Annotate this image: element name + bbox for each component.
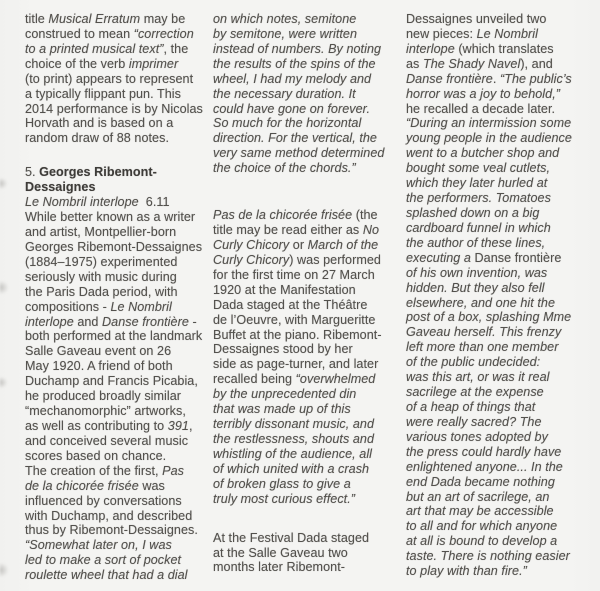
- text-line: scores based on chance.: [25, 448, 167, 463]
- text-line: could have gone on forever.: [213, 101, 371, 116]
- text-column-left: [25, 12, 203, 583]
- text-line: the author of these lines,: [406, 235, 546, 250]
- text-line: sacrilege at the expense: [406, 385, 544, 400]
- text-line: Le Nombril interlope 6.11: [25, 195, 170, 210]
- text-line: thus by Ribemont-Dessaignes.: [25, 523, 198, 538]
- track-heading: [25, 165, 203, 195]
- text-line: cardboard funnel in which: [406, 220, 551, 235]
- text-line: de l’Oeuvre, with Margueritte: [213, 312, 376, 327]
- text-line: of the public undecided:: [406, 355, 541, 370]
- text-line: horror was a joy to behold,”: [406, 86, 561, 101]
- text-line: 1920 at the Manifestation: [213, 282, 356, 297]
- text-line: months later Ribemont-: [213, 560, 345, 575]
- text-line: end Dada became nothing: [406, 474, 555, 489]
- text-line: 5. Georges Ribemont-: [25, 165, 157, 180]
- text-line: interlope (which translates: [406, 41, 554, 56]
- text-line: the choice of the chords.”: [213, 161, 356, 176]
- text-line: At the Festival Dada staged: [213, 530, 370, 545]
- text-column-right: [406, 12, 588, 579]
- text-line: Horvath and is based on a: [25, 116, 174, 131]
- text-line: executing a Danse frontière: [406, 250, 562, 265]
- text-line: very same method determined: [213, 146, 385, 161]
- text-line: art that may be accessible: [406, 504, 554, 519]
- text-line: of a heap of things that: [406, 399, 536, 414]
- text-line: roulette wheel that had a dial: [25, 568, 188, 583]
- text-line: for the first time on 27 March: [213, 267, 375, 282]
- text-line: Gaveau herself. This frenzy: [406, 325, 562, 340]
- text-line: to play with than fire.”: [406, 564, 527, 579]
- text-line: Curly Chicory or March of the: [213, 237, 379, 252]
- text-line: on which notes, semitone: [213, 12, 357, 26]
- scan-smudge: [0, 281, 8, 294]
- text-line: of which united with a crash: [213, 461, 370, 476]
- text-line: “During an intermission some: [406, 116, 572, 131]
- text-line: title may be read either as No: [213, 223, 380, 238]
- text-line: Dessaignes: [25, 180, 96, 195]
- text-line: and artist, Montpellier-born: [25, 224, 177, 239]
- text-line: by semitone, were written: [213, 26, 358, 41]
- text-line: bought some veal cutlets,: [406, 161, 551, 176]
- text-column-middle: [213, 12, 393, 575]
- text-line: as well as contributing to 391,: [25, 418, 193, 433]
- text-line: 2014 performance is by Nicolas: [25, 101, 203, 116]
- text-line: “Somewhat later on, I was: [25, 538, 172, 553]
- text-line: (1884–1975) experimented: [25, 254, 178, 269]
- scan-smudge: [0, 178, 7, 189]
- text-line: the performers. Tomatoes: [406, 191, 551, 206]
- text-line: which they later hurled at: [406, 176, 548, 191]
- text-line: instead of numbers. By noting: [213, 41, 382, 56]
- text-line: splashed down on a big: [406, 205, 540, 220]
- text-line: Curly Chicory) was performed: [213, 252, 381, 267]
- text-line: the results of the spins of the: [213, 56, 376, 71]
- text-line: random draw of 88 notes.: [25, 131, 170, 146]
- text-line: went to a butcher shop and: [406, 146, 560, 161]
- text-line: May 1920. A friend of both: [25, 359, 173, 374]
- text-line: influenced by conversations: [25, 493, 182, 508]
- text-line: “mechanomorphic” artworks,: [25, 404, 186, 419]
- text-line: Salle Gaveau event on 26: [25, 344, 172, 359]
- text-line: Dessaignes stood by her: [213, 342, 353, 357]
- text-line: Dessaignes unveiled two: [406, 12, 547, 26]
- paragraph-festival-dada: [213, 531, 393, 576]
- text-line: as The Shady Navel), and: [406, 56, 553, 71]
- text-line: with Duchamp, and described: [25, 508, 193, 523]
- text-line: post of a box, splashing Mme: [406, 310, 572, 325]
- text-line: were really sacred? The: [406, 414, 542, 429]
- text-line: truly most curious effect.”: [213, 491, 356, 506]
- text-line: whistling of the audience, all: [213, 446, 373, 461]
- text-line: was this art, or was it real: [406, 370, 550, 385]
- text-line: interlope and Danse frontière -: [25, 314, 197, 329]
- paragraph-quote-continuation: [213, 12, 393, 176]
- text-line: left more than one member: [406, 340, 559, 355]
- text-line: So much for the horizontal: [213, 116, 362, 131]
- text-line: he produced broadly similar: [25, 389, 182, 404]
- text-line: the press could hardly have: [406, 444, 562, 459]
- text-line: direction. For the vertical, the: [213, 131, 377, 146]
- text-line: title Musical Erratum may be: [25, 12, 186, 26]
- text-line: he recalled a decade later.: [406, 101, 556, 116]
- text-line: at all is bound to develop a: [406, 534, 558, 549]
- text-line: While better known as a writer: [25, 210, 196, 225]
- track-title-line: [25, 195, 203, 210]
- text-line: construed to mean “correction: [25, 26, 194, 41]
- text-line: to a printed musical text”, the: [25, 41, 189, 56]
- text-line: choice of the verb imprimer: [25, 56, 179, 71]
- text-line: to all and for which anyone: [406, 519, 558, 534]
- text-line: (to print) appears to represent: [25, 71, 194, 86]
- text-line: Danse frontière. “The public’s: [406, 71, 572, 86]
- text-line: a typically flippant pun. This: [25, 86, 181, 101]
- text-line: both performed at the landmark: [25, 329, 203, 344]
- text-line: Buffet at the piano. Ribemont-: [213, 327, 382, 342]
- paragraph-salle-gaveau: [406, 12, 588, 579]
- text-line: The creation of the first, Pas: [25, 463, 185, 478]
- text-line: Duchamp and Francis Picabia,: [25, 374, 198, 389]
- text-line: hidden. But they also fell: [406, 280, 545, 295]
- text-line: Pas de la chicorée frisée (the: [213, 208, 378, 223]
- text-line: elsewhere, and one hit the: [406, 295, 556, 310]
- text-line: various tones adopted by: [406, 429, 548, 444]
- text-line: but an art of sacrilege, an: [406, 489, 550, 504]
- text-line: young people in the audience: [406, 131, 572, 146]
- text-line: of his own invention, was: [406, 265, 548, 280]
- scan-smudge: [0, 377, 7, 388]
- text-line: of broken glass to give a: [213, 476, 351, 491]
- paragraph-biography: [25, 210, 203, 583]
- text-line: new pieces: Le Nombril: [406, 26, 538, 41]
- text-line: seriously with music during: [25, 269, 177, 284]
- text-line: led to make a sort of pocket: [25, 553, 182, 568]
- text-line: the restlessness, shouts and: [213, 431, 375, 446]
- paragraph-premiere: [213, 208, 393, 506]
- text-line: side as page-turner, and later: [213, 357, 379, 372]
- text-line: taste. There is nothing easier: [406, 549, 570, 564]
- text-line: compositions - Le Nombril: [25, 299, 172, 314]
- text-line: recalled being “overwhelmed: [213, 372, 376, 387]
- paragraph-musical-erratum: [25, 12, 203, 146]
- text-line: Georges Ribemont-Dessaignes: [25, 239, 203, 254]
- text-line: that was made up of this: [213, 402, 351, 417]
- text-line: the necessary duration. It: [213, 86, 356, 101]
- text-line: and conceived several music: [25, 433, 189, 448]
- text-line: terribly dissonant music, and: [213, 417, 375, 432]
- scan-smudge: [0, 563, 8, 577]
- text-line: at the Salle Gaveau two: [213, 545, 348, 560]
- text-line: enlightened anyone... In the: [406, 459, 563, 474]
- text-line: the Paris Dada period, with: [25, 284, 178, 299]
- text-line: wheel, I had my melody and: [213, 71, 372, 86]
- text-line: by the unprecedented din: [213, 387, 357, 402]
- text-line: Dada staged at the Théâtre: [213, 297, 368, 312]
- text-line: de la chicorée frisée was: [25, 478, 165, 493]
